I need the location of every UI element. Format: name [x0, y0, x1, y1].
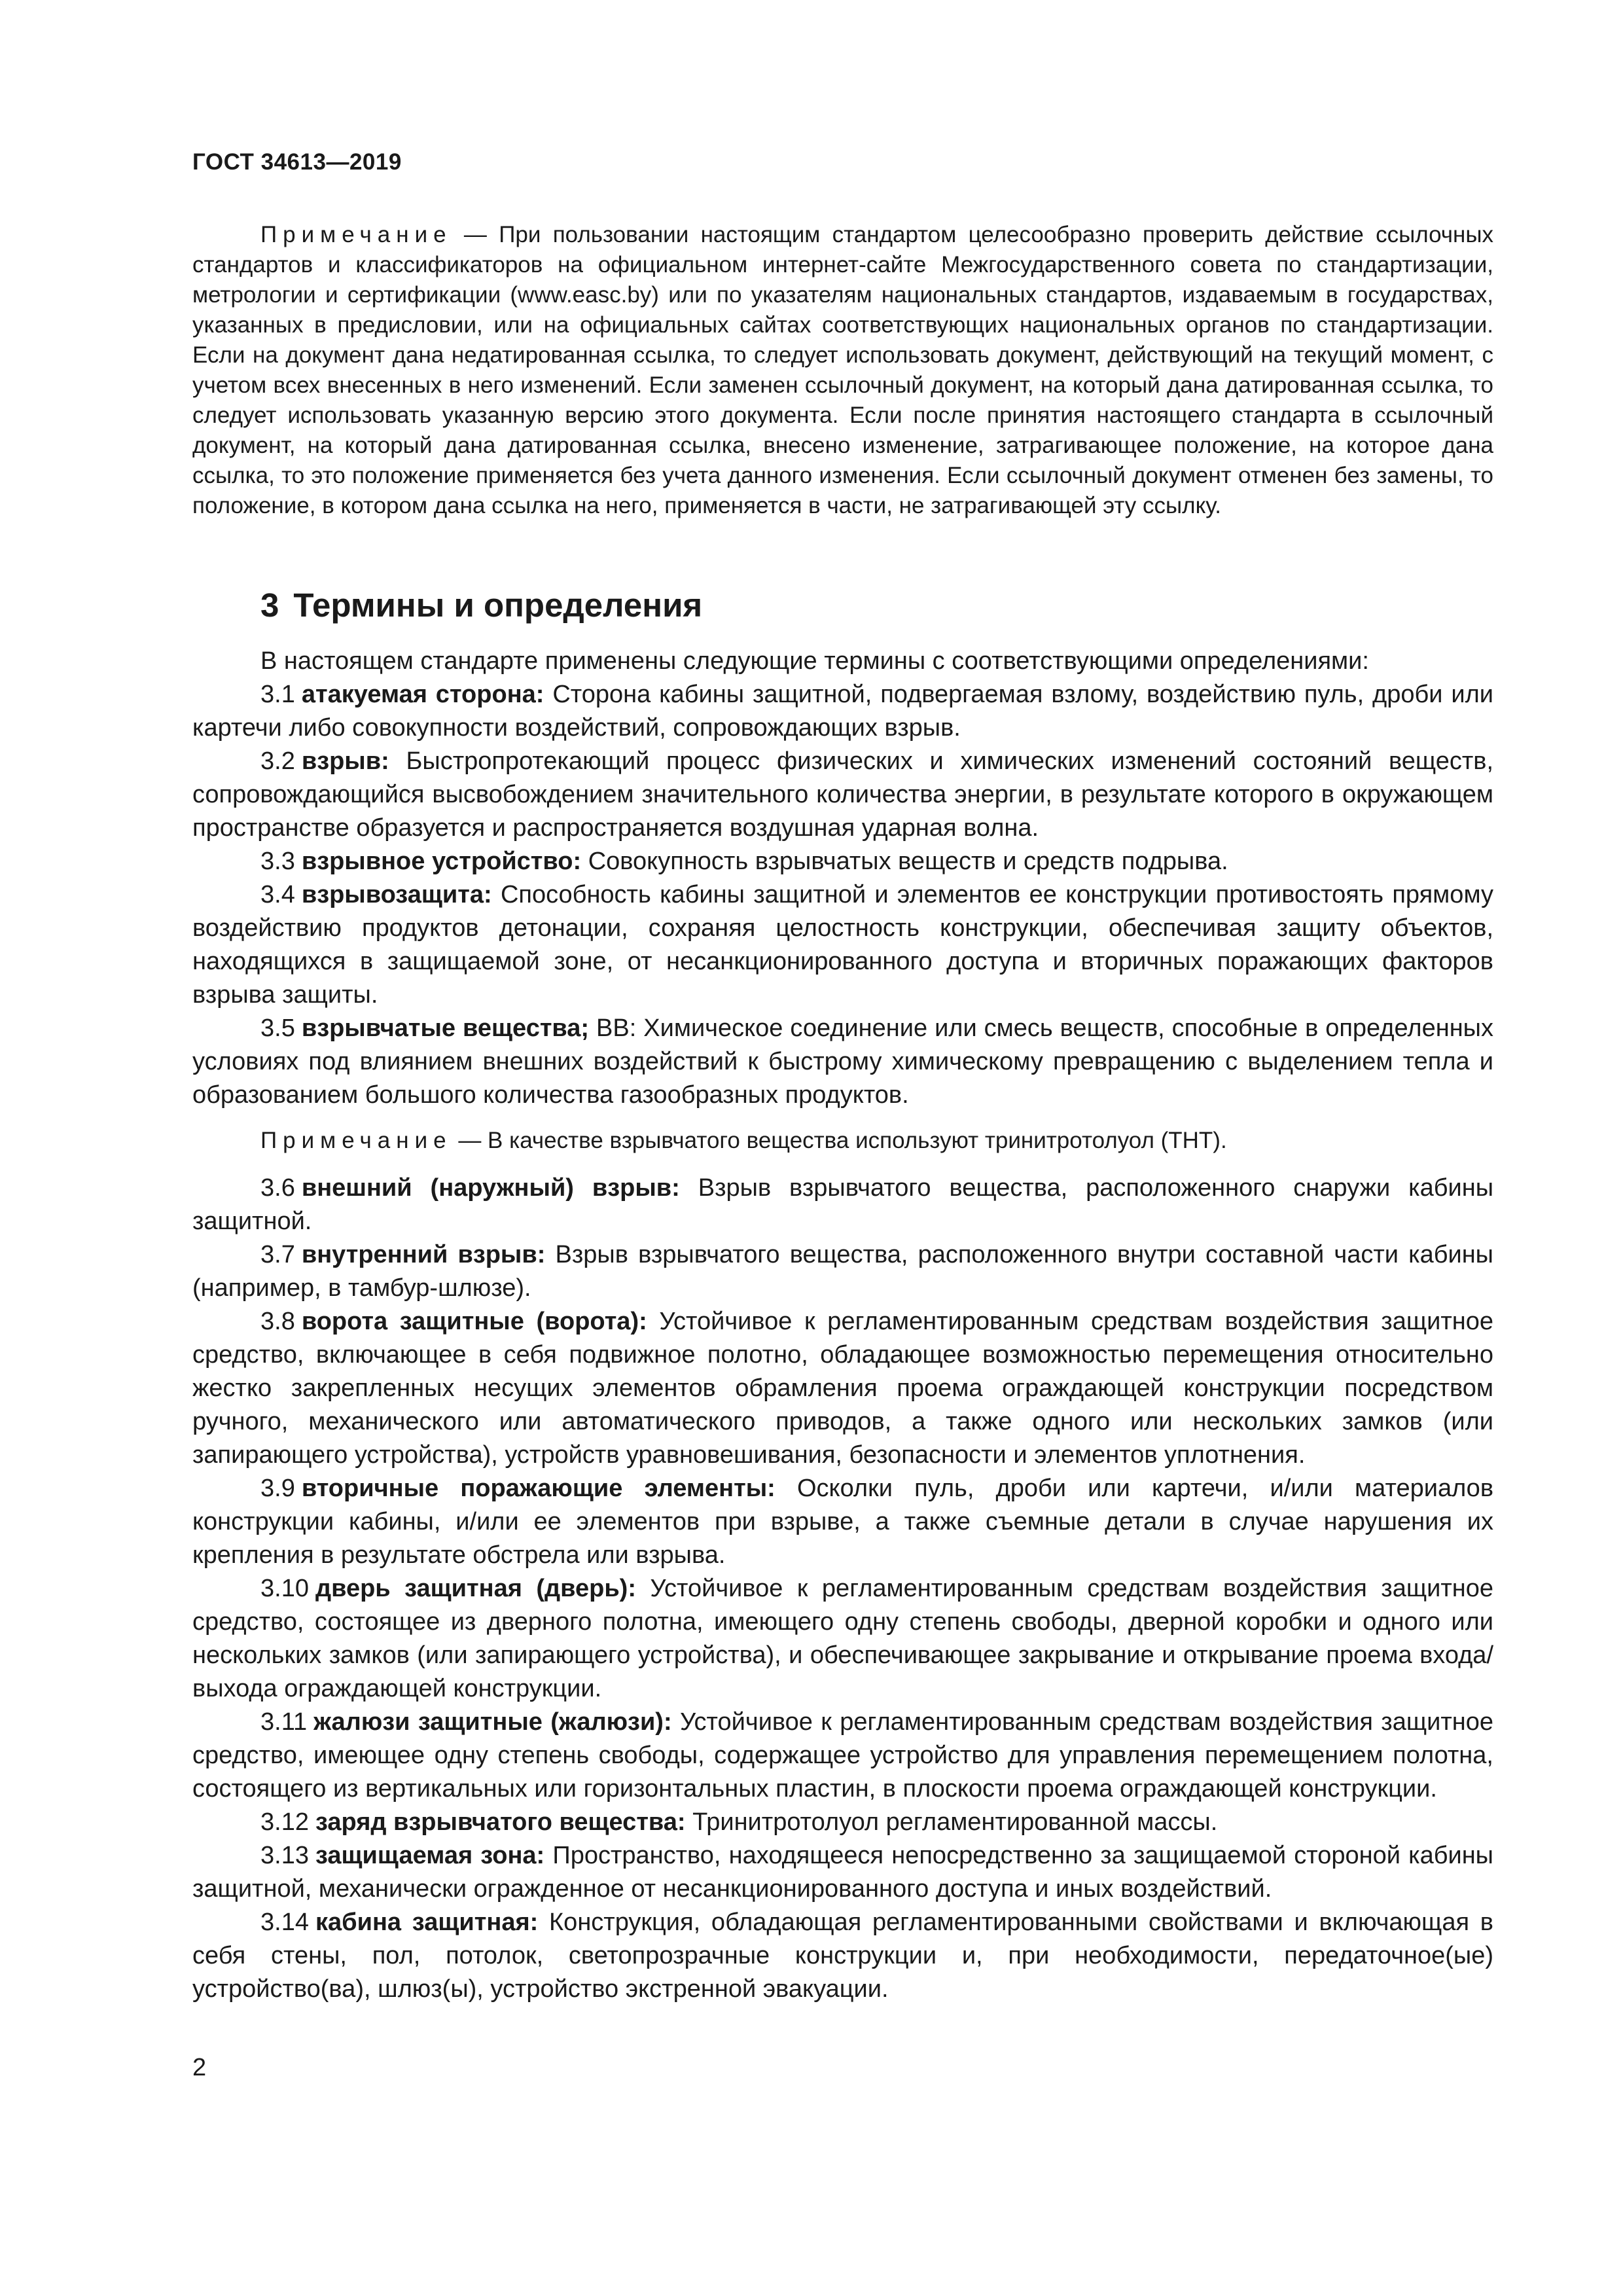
term-title: взрыв: — [301, 747, 389, 775]
term-definition: Пространство, находящееся непосредственно за защищаемой стороной кабины защитной, механически огражденное от несанкционированного доступа и иных воздействий. — [192, 1842, 1493, 1903]
term-number: 3.1 — [260, 681, 295, 708]
term-item — [192, 1906, 1493, 2006]
term-title: взрывное устройство: — [301, 848, 582, 875]
term-definition: Осколки пуль, дроби или картечи, и/или материалов конструкции кабины, и/или ее элементов при взрыве, а также съемные детали в случае нарушения их крепления в результате обстрела или взрыва. — [192, 1475, 1494, 1569]
term-definition: Сторона кабины защитной, подвергаемая взлому, воздействию пуль, дроби или картечи либо совокупности воздействий, сопровождающих взрыв. — [192, 681, 1493, 742]
term-number: 3.8 — [260, 1308, 295, 1335]
term-definition: Устойчивое к регламентированным средствам воздействия защитное средство, имеющее одну степень свободы, содержащее устройство для управления перемещением полотна, состоящего из вертикальных или горизонтальных пластин, в плоскости проема ограждающей конструкции. — [192, 1708, 1493, 1803]
term-number: 3.2 — [260, 747, 295, 775]
term-title: атакуемая сторона: — [301, 681, 544, 708]
term-item — [192, 745, 1493, 845]
term-title: взрывозащита: — [301, 881, 492, 908]
term-definition: Устойчивое к регламентированным средствам воздействия защитное средство, состоящее из дверного полотна, имеющего одну степень свободы, дверной коробки и одного или нескольких замков (или запирающего устройства), и обеспечивающее закрывание и открывание проема входа/выхода ограждающей конструкции. — [192, 1575, 1493, 1702]
document-header: ГОСТ 34613—2019 — [192, 149, 402, 175]
term-number: 3.13 — [260, 1842, 309, 1869]
term-definition: Способность кабины защитной и элементов ее конструкции противостоять прямому воздействию продуктов детонации, сохраняя целостность конструкции, обеспечивая защиту объектов, находящихся в защищаемой зоне, от несанкционированного доступа и вторичных поражающих факторов взрыва защиты. — [192, 881, 1493, 1009]
term-title: защищаемая зона: — [315, 1842, 545, 1869]
term-item — [192, 678, 1493, 745]
term-title: взрывчатые вещества; — [301, 1014, 590, 1042]
section-number: 3 — [260, 586, 279, 624]
term-number: 3.10 — [260, 1575, 309, 1602]
term-title: заряд взрывчатого вещества: — [315, 1808, 686, 1836]
terms-list — [192, 645, 1493, 2006]
note-inline-label: Примечание — [260, 1128, 452, 1153]
term-item — [192, 1806, 1493, 1839]
term-number: 3.7 — [260, 1241, 295, 1268]
terms-intro: В настоящем стандарте применены следующие термины с соответствующими определениями: — [260, 647, 1369, 675]
term-definition: Тринитротолуол регламентированной массы. — [685, 1808, 1218, 1836]
term-item — [192, 1012, 1493, 1112]
note-text: — При пользовании настоящим стандартом целесообразно проверить действие ссылочных стандартов и классификаторов на официальном интернет-сайте Межгосударственного совета по стандартизации, метрологии и сертификации (www.easc.by) или по указателям национальных стандартов, издаваемым в государствах, указанных в предисловии, или на официальных сайтах соответствующих национальных органов по стандартизации. Если на документ дана недатированная ссылка, то следует использовать документ, действующий на текущий момент, с учетом всех внесенных в него изменений. Если заменен ссылочный документ, на который дана датированная ссылка, то следует использовать указанную версию этого документа. Если после принятия настоящего стандарта в ссылочный документ, на который дана датированная ссылка, внесено изменение, затрагивающее положение, на которое дана ссылка, то это положение применяется без учета данного изменения. Если ссылочный документ отменен без замены, то положение, в котором дана ссылка на него, применяется в части, не затрагивающей эту ссылку. — [192, 222, 1493, 518]
term-number: 3.11 — [260, 1708, 308, 1736]
term-item — [192, 845, 1493, 878]
term-item — [192, 1572, 1493, 1706]
term-item — [192, 1839, 1493, 1906]
term-number: 3.12 — [260, 1808, 309, 1836]
term-definition: Конструкция, обладающая регламентированными свойствами и включающая в себя стены, пол, потолок, светопрозрачные конструкции и, при необходимости, передаточное(ые) устройство(ва), шлюз(ы), устройство экстренной эвакуации. — [192, 1909, 1493, 2003]
term-item — [192, 1172, 1493, 1238]
term-title: внешний (наружный) взрыв: — [301, 1174, 680, 1202]
term-item — [192, 1472, 1493, 1572]
term-number: 3.14 — [260, 1909, 309, 1936]
term-number: 3.3 — [260, 848, 295, 875]
term-title: ворота защитные (ворота): — [301, 1308, 647, 1335]
term-number: 3.9 — [260, 1475, 295, 1502]
term-number: 3.5 — [260, 1014, 295, 1042]
term-item — [192, 1706, 1493, 1806]
term-title: вторичные поражающие элементы: — [301, 1475, 776, 1502]
section-title — [260, 586, 702, 624]
term-definition: Взрыв взрывчатого вещества, расположенного снаружи кабины защитной. — [192, 1174, 1494, 1235]
term-item — [192, 1238, 1493, 1305]
section-title-text: Термины и определения — [293, 586, 703, 624]
term-definition: Быстропротекающий процесс физических и химических изменений состояний веществ, сопровождающийся высвобождением значительного количества энергии, в результате которого в окружающем пространстве образуется и распространяется воздушная ударная волна. — [192, 747, 1493, 842]
term-title: жалюзи защитные (жалюзи): — [313, 1708, 672, 1736]
page-number: 2 — [192, 2054, 207, 2081]
term-number: 3.6 — [260, 1174, 295, 1202]
term-definition: ВВ: Химическое соединение или смесь веществ, способные в определенных условиях под влиянием внешних воздействий к быстрому химическому превращению с выделением тепла и образованием большого количества газообразных продуктов. — [192, 1014, 1493, 1109]
term-definition: Устойчивое к регламентированным средствам воздействия защитное средство, включающее в себя подвижное полотно, обладающее возможностью перемещения относительно жестко закрепленных несущих элементов обрамления проема ограждающей конструкции посредством ручного, механического или автоматического приводов, а также одного или нескольких замков (или запирающего устройства), устройств уравновешивания, безопасности и элементов уплотнения. — [192, 1308, 1493, 1469]
term-number: 3.4 — [260, 881, 295, 908]
term-item — [192, 1305, 1493, 1472]
note-label: Примечание — [260, 222, 452, 247]
term-title: дверь защитная (дверь): — [315, 1575, 636, 1602]
term-title: кабина защитная: — [315, 1909, 539, 1936]
term-definition: Совокупность взрывчатых веществ и средств подрыва. — [581, 848, 1228, 875]
note-inline-text: — В качестве взрывчатого вещества используют тринитротолуол (ТНТ). — [452, 1128, 1227, 1153]
term-definition: Взрыв взрывчатого вещества, расположенного внутри составной части кабины (например, в тамбур-шлюзе). — [192, 1241, 1493, 1302]
note-inline — [192, 1124, 1493, 1157]
term-title: внутренний взрыв: — [301, 1241, 546, 1268]
term-item — [192, 878, 1493, 1012]
note-top — [192, 220, 1493, 521]
